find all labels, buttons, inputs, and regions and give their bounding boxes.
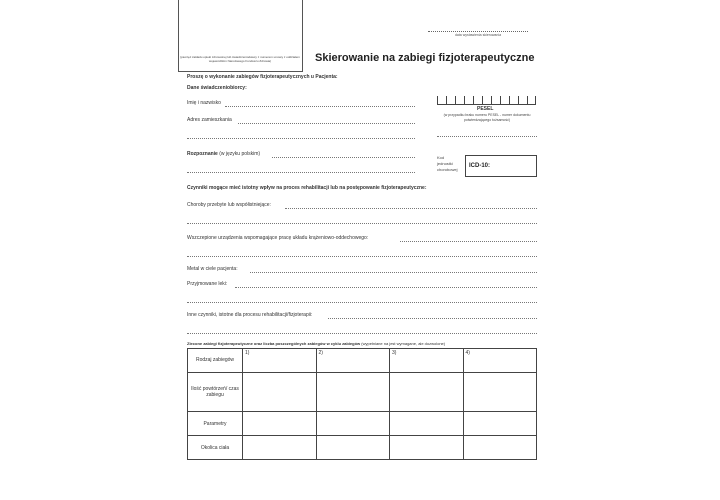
column-label-2: 2): [318, 350, 323, 356]
coexisting-label: Choroby przebyte lub współistniejące:: [187, 202, 271, 208]
address-field[interactable]: [238, 123, 415, 124]
treatments-header: Zlecone zabiegi fizjoterapeutyczne oraz liczba poszczególnych zabiegów w cyklu zabiegów: [187, 341, 361, 346]
code-label-2: jednostki: [437, 161, 453, 166]
coexisting-field-2[interactable]: [187, 223, 537, 224]
page-title: Skierowanie na zabiegi fizjoterapeutyczne: [315, 52, 535, 64]
date-field-line[interactable]: [428, 31, 528, 32]
icd-code-field[interactable]: [465, 155, 537, 177]
cell-1-4[interactable]: [463, 349, 537, 373]
code-label-3: chorobowej: [437, 167, 458, 172]
drugs-label: Przyjmowane leki:: [187, 281, 228, 287]
table-row: [188, 372, 537, 412]
column-label-3: 3): [392, 350, 397, 356]
cell-4-1[interactable]: [243, 436, 317, 460]
recipient-header: Dane świadczeniobiorcy:: [187, 85, 247, 91]
cell-2-2[interactable]: [316, 372, 390, 412]
other-field-2[interactable]: [187, 333, 537, 334]
drugs-field[interactable]: [235, 287, 537, 288]
cell-4-3[interactable]: [390, 436, 464, 460]
table-row: [188, 412, 537, 436]
stamp-caption: (pieczęć zakładu opieki zdrowotnej lub świadczeniodawcy z numerem umowy z oddziałem wojewódzkim Narodowego Funduszu Zdrowia): [180, 55, 300, 63]
pesel-note: (w przypadku braku numeru PESEL - numer dokumentu potwierdzającego tożsamość): [443, 113, 531, 122]
metal-field[interactable]: [250, 272, 537, 273]
pesel-label: PESEL: [477, 106, 494, 112]
cell-2-3[interactable]: [390, 372, 464, 412]
diagnosis-field[interactable]: [272, 157, 415, 158]
cell-2-4[interactable]: [463, 372, 537, 412]
other-field[interactable]: [328, 318, 537, 319]
diagnosis-field-2[interactable]: [187, 172, 415, 173]
cell-3-3[interactable]: [390, 412, 464, 436]
address-label: Adres zamieszkania: [187, 117, 232, 123]
coexisting-field[interactable]: [285, 208, 537, 209]
diagnosis-note: (w języku polskim): [219, 151, 261, 157]
table-row: [188, 349, 537, 373]
pesel-alt-field[interactable]: [437, 136, 537, 137]
pesel-input[interactable]: [437, 96, 536, 104]
column-label-1: 1): [245, 350, 250, 356]
row-label-type: Rodzaj zabiegów: [188, 349, 243, 373]
other-label: Inne czynniki, istotne dla procesu rehabilitacji/fizjoterapii:: [187, 312, 313, 318]
address-field-2[interactable]: [187, 138, 415, 139]
drugs-field-2[interactable]: [187, 302, 537, 303]
pesel-baseline: [437, 104, 536, 105]
request-line: Proszę o wykonanie zabiegów fizjoterapeutycznych u Pacjenta:: [187, 74, 338, 80]
cell-4-2[interactable]: [316, 436, 390, 460]
table-row: [188, 436, 537, 460]
devices-field[interactable]: [400, 241, 537, 242]
code-label-1: Kod: [437, 155, 445, 160]
cell-3-1[interactable]: [243, 412, 317, 436]
factors-header: Czynniki mogące mieć istotny wpływ na proces rehabilitacji lub na postępowanie fizjoterapeutyczne:: [187, 185, 427, 191]
cell-4-4[interactable]: [463, 436, 537, 460]
metal-label: Metal w ciele pacjenta:: [187, 266, 238, 272]
devices-label: Wszczepione urządzenia wspomagające pracę układu krążeniowo-oddechowego:: [187, 235, 369, 241]
name-field[interactable]: [225, 106, 415, 107]
row-label-body-area: Okolica ciała: [188, 436, 243, 460]
treatments-table: [187, 348, 537, 460]
row-label-parameters: Parametry: [188, 412, 243, 436]
cell-1-2[interactable]: [316, 349, 390, 373]
name-label: Imię i nazwisko: [187, 100, 221, 106]
cell-3-4[interactable]: [463, 412, 537, 436]
cell-1-1[interactable]: [243, 349, 317, 373]
treatments-header-note: (wypełniane na jest wymagane, ale dozwolone): [361, 341, 446, 346]
cell-2-1[interactable]: [243, 372, 317, 412]
column-label-4: 4): [465, 350, 470, 356]
date-caption: data wystawienia skierowania: [454, 33, 502, 37]
cell-1-3[interactable]: [390, 349, 464, 373]
cell-3-2[interactable]: [316, 412, 390, 436]
row-label-repetitions: Ilość powtórzeń/ czas zabiegu: [188, 372, 243, 412]
icd-label: ICD-10:: [469, 163, 491, 169]
devices-field-2[interactable]: [187, 256, 537, 257]
diagnosis-label: Rozpoznanie: [187, 151, 218, 157]
